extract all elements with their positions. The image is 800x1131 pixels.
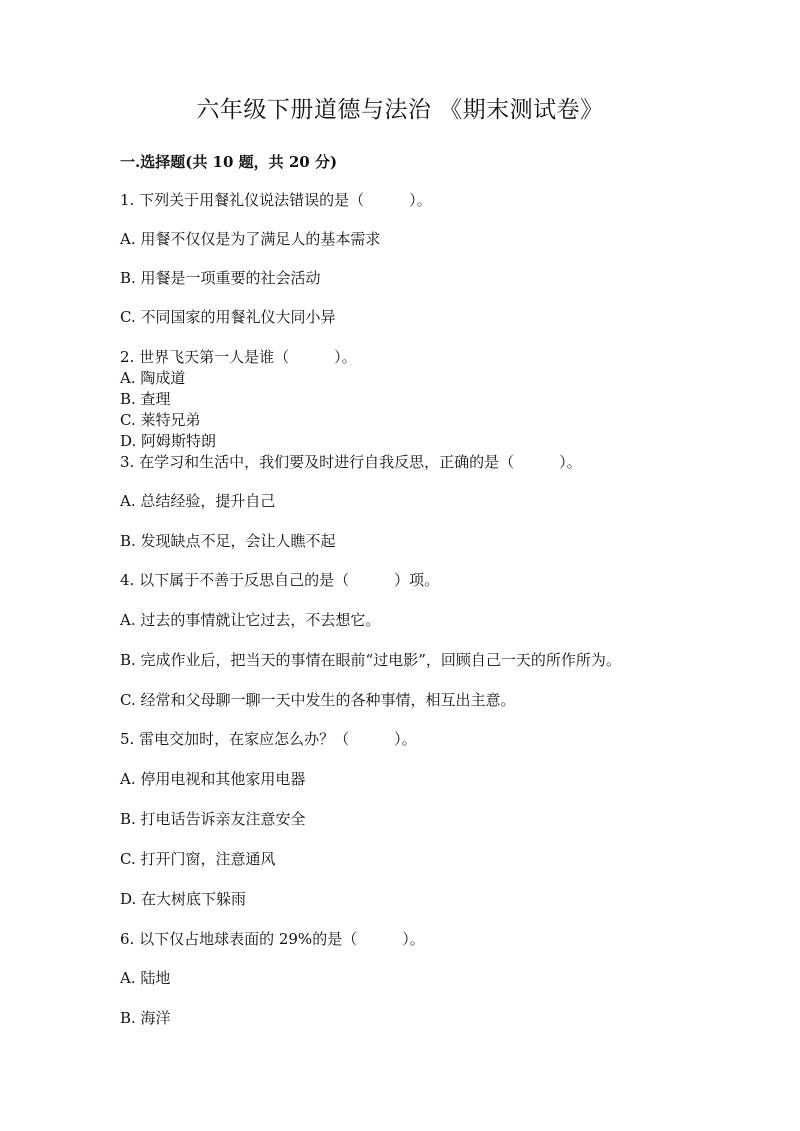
question-5-option-c: C. 打开门窗，注意通风 <box>120 850 276 868</box>
question-3-stem: 3. 在学习和生活中，我们要及时进行自我反思，正确的是（ ）。 <box>120 453 582 471</box>
question-2-option-d: D. 阿姆斯特朗 <box>120 432 217 450</box>
question-3-option-b: B. 发现缺点不足，会让人瞧不起 <box>120 532 336 550</box>
question-1-stem: 1. 下列关于用餐礼仪说法错误的是（ ）。 <box>120 191 432 209</box>
question-1-option-c: C. 不同国家的用餐礼仪大同小异 <box>120 308 336 326</box>
question-4-option-a: A. 过去的事情就让它过去，不去想它。 <box>120 611 381 629</box>
question-2-option-b: B. 查理 <box>120 390 171 408</box>
question-2-stem: 2. 世界飞天第一人是谁（ ）。 <box>120 348 357 366</box>
question-1-option-a: A. 用餐不仅仅是为了满足人的基本需求 <box>120 230 381 248</box>
question-1-option-b: B. 用餐是一项重要的社会活动 <box>120 269 321 287</box>
question-6-stem: 6. 以下仅占地球表面的 29%的是（ ）。 <box>120 930 425 948</box>
question-4-option-b: B. 完成作业后，把当天的事情在眼前“过电影”，回顾自己一天的所作所为。 <box>120 651 621 669</box>
question-5-option-b: B. 打电话告诉亲友注意安全 <box>120 810 306 828</box>
question-2-option-a: A. 陶成道 <box>120 369 186 387</box>
page-title: 六年级下册道德与法治 《期末测试卷》 <box>196 97 604 123</box>
question-4-option-c: C. 经常和父母聊一聊一天中发生的各种事情，相互出主意。 <box>120 691 516 709</box>
question-6-option-a: A. 陆地 <box>120 969 171 987</box>
question-5-option-a: A. 停用电视和其他家用电器 <box>120 770 306 788</box>
question-2-option-c: C. 莱特兄弟 <box>120 411 201 429</box>
question-5-option-d: D. 在大树底下躲雨 <box>120 890 247 908</box>
question-6-option-b: B. 海洋 <box>120 1009 171 1027</box>
question-3-option-a: A. 总结经验，提升自己 <box>120 492 276 510</box>
question-5-stem: 5. 雷电交加时，在家应怎么办？（ ）。 <box>120 730 417 748</box>
question-4-stem: 4. 以下属于不善于反思自己的是（ ）项。 <box>120 571 440 589</box>
section-heading: 一.选择题(共 10 题，共 20 分) <box>120 153 338 171</box>
